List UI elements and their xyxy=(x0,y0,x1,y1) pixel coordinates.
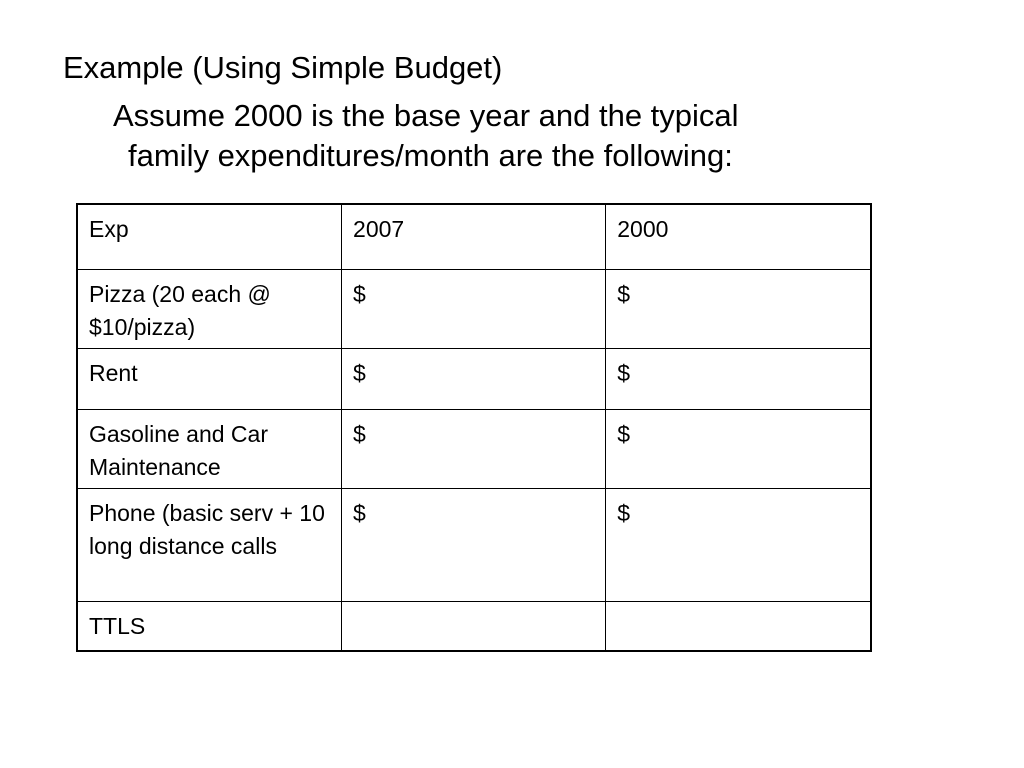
table-row xyxy=(77,409,871,488)
cell-2000-totals xyxy=(606,601,871,651)
cell-2000-gasoline: $ xyxy=(606,409,871,488)
subtext-line-2: family expenditures/month are the following: xyxy=(128,138,733,173)
row-label-phone: Phone (basic serv + 10 long distance calls xyxy=(77,488,342,601)
header-cell-2000: 2000 xyxy=(606,204,871,269)
table-row xyxy=(77,488,871,601)
table-row xyxy=(77,348,871,409)
row-label-pizza: Pizza (20 each @ $10/pizza) xyxy=(77,269,342,348)
header-cell-2007: 2007 xyxy=(342,204,606,269)
cell-2007-gasoline: $ xyxy=(342,409,606,488)
header-cell-exp: Exp xyxy=(77,204,342,269)
row-label-totals: TTLS xyxy=(77,601,342,651)
slide-subtext xyxy=(108,96,868,176)
cell-2007-pizza: $ xyxy=(342,269,606,348)
cell-2000-phone: $ xyxy=(606,488,871,601)
cell-2007-totals xyxy=(342,601,606,651)
cell-2000-pizza: $ xyxy=(606,269,871,348)
cell-2000-rent: $ xyxy=(606,348,871,409)
cell-2007-rent: $ xyxy=(342,348,606,409)
table-row xyxy=(77,601,871,651)
row-label-rent: Rent xyxy=(77,348,342,409)
subtext-line-1: Assume 2000 is the base year and the typical xyxy=(113,98,739,133)
slide-heading: Example (Using Simple Budget) xyxy=(63,50,503,85)
cell-2007-phone: $ xyxy=(342,488,606,601)
table-row xyxy=(77,269,871,348)
row-label-gasoline: Gasoline and Car Maintenance xyxy=(77,409,342,488)
budget-table xyxy=(76,203,872,652)
table-header-row xyxy=(77,204,871,269)
